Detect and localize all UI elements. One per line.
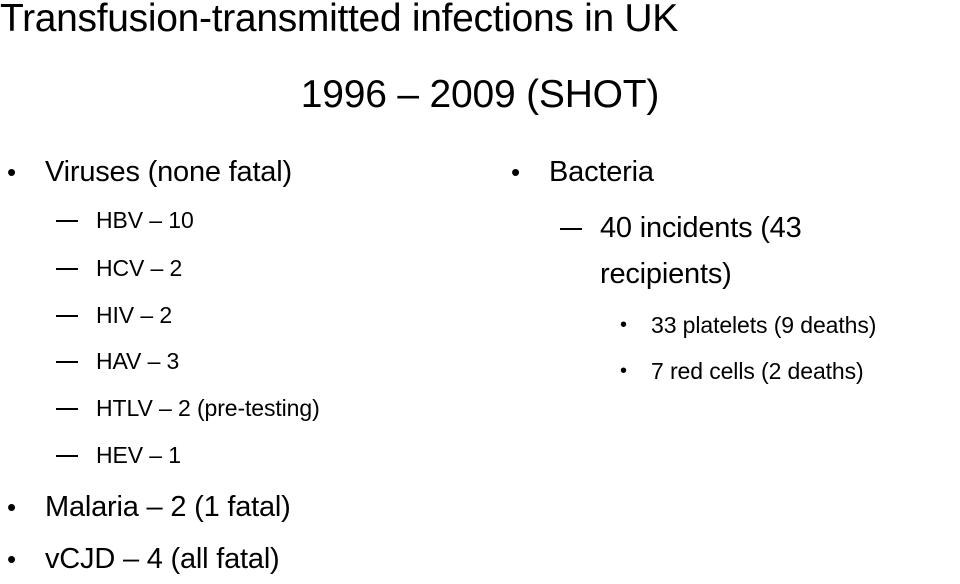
bullet-icon: • <box>511 157 520 187</box>
bacteria-label: Bacteria <box>549 156 654 188</box>
malaria-label: Malaria – 2 (1 fatal) <box>45 491 291 523</box>
bullet-icon: • <box>7 544 16 574</box>
virus-item-label: HTLV – 2 (pre-testing) <box>96 395 320 421</box>
bullet-icon: • <box>7 492 16 522</box>
virus-item-label: HIV – 2 <box>96 302 173 328</box>
red-cells-label: 7 red cells (2 deaths) <box>651 358 864 384</box>
platelets-label: 33 platelets (9 deaths) <box>651 312 877 338</box>
bacteria-sub-platelets <box>620 310 877 340</box>
bullet-icon: • <box>620 314 627 336</box>
vcjd-label: vCJD – 4 (all fatal) <box>45 543 280 575</box>
dash-icon <box>56 220 78 222</box>
virus-item-hbv <box>96 205 194 235</box>
bullet-icon: • <box>620 360 627 382</box>
virus-item-hcv <box>96 253 182 283</box>
incidents-line-1: 40 incidents (43 <box>600 212 802 244</box>
bullet-vcjd <box>7 541 280 577</box>
virus-item-label: HAV – 3 <box>96 348 180 374</box>
title-line-2: 1996 – 2009 (SHOT) <box>300 73 660 116</box>
dash-icon <box>56 361 78 363</box>
virus-item-label: HEV – 1 <box>96 442 181 468</box>
dash-icon <box>56 268 78 270</box>
bullet-viruses <box>7 154 292 190</box>
viruses-label: Viruses (none fatal) <box>45 156 292 188</box>
virus-item-htlv <box>96 393 320 423</box>
virus-item-hev <box>96 440 181 470</box>
virus-item-label: HBV – 10 <box>96 207 194 233</box>
dash-icon <box>56 455 78 457</box>
bacteria-sub-red-cells <box>620 356 864 386</box>
title-line-1: Transfusion-transmitted infections in UK <box>0 0 679 40</box>
virus-item-label: HCV – 2 <box>96 255 183 281</box>
bullet-malaria <box>7 489 291 525</box>
virus-item-hav <box>96 346 179 376</box>
virus-item-hiv <box>96 300 172 330</box>
dash-icon <box>560 228 582 230</box>
bacteria-incidents-cont <box>600 256 732 292</box>
bacteria-incidents <box>600 210 802 246</box>
dash-icon <box>56 315 78 317</box>
incidents-line-2: recipients) <box>600 258 732 290</box>
dash-icon <box>56 408 78 410</box>
bullet-bacteria <box>511 154 654 190</box>
bullet-icon: • <box>7 157 16 187</box>
